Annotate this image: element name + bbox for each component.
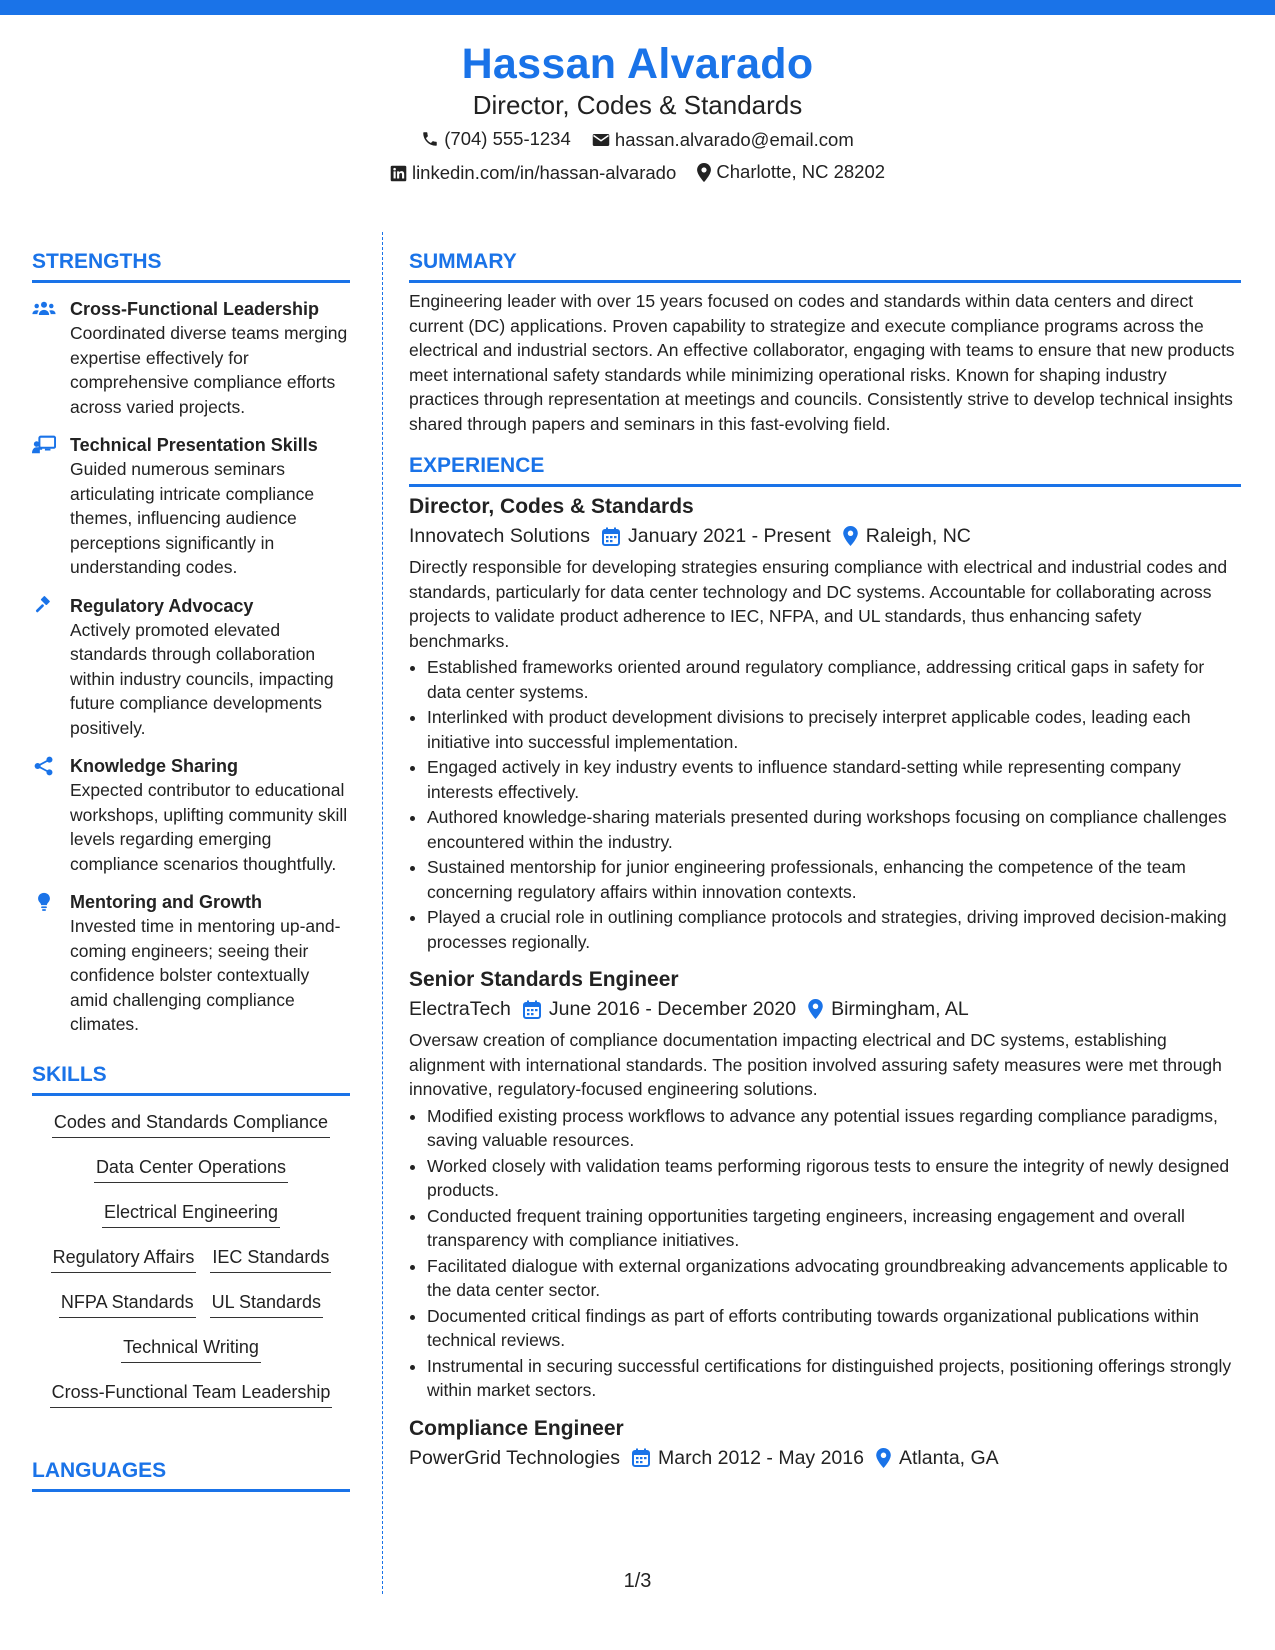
skill-tag: Cross-Functional Team Leadership xyxy=(50,1378,333,1408)
job-entry xyxy=(409,1415,1241,1473)
strength-item xyxy=(32,754,350,876)
experience-heading: EXPERIENCE xyxy=(409,452,1241,487)
strength-name: Regulatory Advocacy xyxy=(70,595,254,616)
bullet-item: • Instrumental in securing successful certifications for distinguished projects, positioning offerings strongly within market sectors. xyxy=(427,1354,1241,1403)
presentation-icon xyxy=(32,435,56,455)
strengths-heading: STRENGTHS xyxy=(32,248,350,283)
bullet-item: • Sustained mentorship for junior engineering professionals, enhancing the competence of the team concerning regulatory affairs within innovation contexts. xyxy=(427,855,1241,904)
company-name: ElectraTech xyxy=(409,998,511,1020)
skill-row xyxy=(32,1333,350,1378)
job-title: Director, Codes & Standards xyxy=(409,495,694,518)
phone-icon xyxy=(421,130,439,148)
candidate-name: Hassan Alvarado xyxy=(461,40,814,88)
company-name: PowerGrid Technologies xyxy=(409,1446,621,1469)
strength-description: Expected contributor to educational workshops, uplifting community skill levels regarding emerging compliance scenarios thoughtfully. xyxy=(70,780,348,874)
job-dates: June 2016 - December 2020 xyxy=(548,998,797,1020)
bullet-item: • Facilitated dialogue with external organizations advocating groundbreaking advancements applicable to the data center sector. xyxy=(427,1254,1241,1303)
phone-contact[interactable] xyxy=(421,124,571,154)
email-text: hassan.alvarado@email.com xyxy=(614,129,854,150)
strength-item xyxy=(32,433,350,580)
job-dates: March 2012 - May 2016 xyxy=(658,1446,864,1469)
strength-description: Guided numerous seminars articulating intricate compliance themes, influencing audience perceptions significantly in understanding codes. xyxy=(70,459,315,577)
users-icon xyxy=(32,299,56,319)
resume-header xyxy=(0,38,1275,191)
map-pin-icon xyxy=(808,999,823,1019)
skill-row xyxy=(32,1378,350,1423)
strength-name: Knowledge Sharing xyxy=(70,756,239,776)
bullet-item: • Conducted frequent training opportunities targeting engineers, increasing engagement and overall transparency with compliance initiatives. xyxy=(427,1204,1241,1253)
envelope-icon xyxy=(592,132,610,148)
job-location: Birmingham, AL xyxy=(831,998,969,1020)
strength-item xyxy=(32,594,350,741)
strength-name: Mentoring and Growth xyxy=(70,892,262,912)
job-meta xyxy=(409,521,1241,551)
location-contact xyxy=(697,157,885,187)
bullet-item: • Authored knowledge-sharing materials presented during workshops focusing on compliance challenges encountered within the industry. xyxy=(427,805,1241,854)
skill-tag: Regulatory Affairs xyxy=(51,1243,197,1273)
job-entry xyxy=(409,493,1241,954)
bullet-item: • Engaged actively in key industry events to influence standard-setting while representing company interests effectively. xyxy=(427,755,1241,804)
right-column xyxy=(409,248,1241,1477)
job-bullets xyxy=(409,1104,1241,1403)
skill-tag: Data Center Operations xyxy=(94,1153,288,1183)
job-dates: January 2021 - Present xyxy=(628,525,831,547)
strength-name: Technical Presentation Skills xyxy=(70,435,318,455)
bullet-item: • Played a crucial role in outlining compliance protocols and strategies, driving improved decision-making processes regionally. xyxy=(427,905,1241,954)
email-contact[interactable] xyxy=(592,125,854,155)
strength-item xyxy=(32,890,350,1037)
job-title: Compliance Engineer xyxy=(409,1416,624,1440)
strength-description: Invested time in mentoring up-and-coming engineers; seeing their confidence bolster contextually amid challenging compliance climates. xyxy=(70,916,341,1034)
job-meta xyxy=(409,994,1241,1024)
linkedin-icon xyxy=(390,165,407,182)
lightbulb-icon xyxy=(32,892,56,912)
contact-row-1 xyxy=(0,124,1275,157)
strength-description: Actively promoted elevated standards through collaboration within industry councils, impacting future compliance developments positively. xyxy=(70,619,334,738)
skill-tag: IEC Standards xyxy=(210,1243,331,1273)
skill-tag: NFPA Standards xyxy=(59,1288,196,1318)
bullet-item: • Worked closely with validation teams performing rigorous tests to ensure the integrity of newly designed products. xyxy=(427,1154,1241,1203)
linkedin-contact[interactable] xyxy=(390,158,676,188)
summary-text: Engineering leader with over 15 years focused on codes and standards within data centers and direct current (DC) applications. Proven capability to strategize and execute compliance programs across the electrical and industrial sectors. An effective collaborator, engaging with teams to ensure that new products meet international safety standards while minimizing operational risks. Known for shaping industry practices through representation at meetings and councils. Consistently strive to develop technical insights shared through papers and seminars in this fast-evolving field. xyxy=(409,291,1235,434)
job-description: Directly responsible for developing strategies ensuring compliance with electrical and industrial codes and standards, particularly for data center technology and DC systems. Accountable for collaborating across projects to validate product adherence to IEC, NFPA, and UL standards, thus enhancing safety benchmarks. xyxy=(409,557,1228,651)
left-column xyxy=(32,248,350,1492)
map-pin-icon xyxy=(843,526,858,546)
bullet-item: • Established frameworks oriented around regulatory compliance, addressing critical gaps in safety for data center systems. xyxy=(427,655,1241,704)
bullet-item: • Documented critical findings as part of efforts contributing towards organizational publications within technical reviews. xyxy=(427,1304,1241,1353)
contact-row-2 xyxy=(0,157,1275,191)
column-divider xyxy=(382,232,383,1594)
calendar-icon xyxy=(602,527,620,546)
job-description: Oversaw creation of compliance documentation impacting electrical and DC systems, establishing alignment with international standards. The position involved assuring safety measures were met through innovative, regulatory-focused engineering solutions. xyxy=(409,1030,1222,1099)
skill-row xyxy=(32,1288,350,1333)
gavel-icon xyxy=(32,596,56,616)
skill-row xyxy=(32,1243,350,1288)
strength-item xyxy=(32,297,350,419)
candidate-title: Director, Codes & Standards xyxy=(472,90,803,120)
strength-description: Coordinated diverse teams merging expertise effectively for comprehensive compliance efforts across varied projects. xyxy=(70,323,348,417)
linkedin-text: linkedin.com/in/hassan-alvarado xyxy=(411,162,677,183)
skills-heading: SKILLS xyxy=(32,1061,350,1096)
map-pin-icon xyxy=(876,1448,891,1468)
job-entry xyxy=(409,966,1241,1403)
phone-text: (704) 555-1234 xyxy=(444,128,571,149)
job-location: Atlanta, GA xyxy=(898,1446,999,1469)
skill-row xyxy=(32,1153,350,1198)
calendar-icon xyxy=(632,1448,650,1467)
skill-tag: Technical Writing xyxy=(121,1333,261,1363)
location-text: Charlotte, NC 28202 xyxy=(716,161,886,182)
skill-tag: UL Standards xyxy=(210,1288,323,1318)
page-number: 1/3 xyxy=(623,1570,652,1592)
share-icon xyxy=(32,756,56,776)
job-bullets xyxy=(409,655,1241,954)
strength-name: Cross-Functional Leadership xyxy=(70,299,320,319)
skill-tag: Codes and Standards Compliance xyxy=(52,1108,330,1138)
skill-row xyxy=(32,1108,350,1153)
bullet-item: • Interlinked with product development divisions to precisely interpret applicable codes, leading each initiative into successful implementation. xyxy=(427,705,1241,754)
bullet-item: • Modified existing process workflows to advance any potential issues regarding compliance paradigms, saving valuable resources. xyxy=(427,1104,1241,1153)
skill-tag: Electrical Engineering xyxy=(102,1198,280,1228)
skills-list xyxy=(32,1108,350,1423)
job-location: Raleigh, NC xyxy=(865,525,971,547)
languages-heading: LANGUAGES xyxy=(32,1457,350,1492)
top-accent-bar xyxy=(0,0,1275,15)
skill-row xyxy=(32,1198,350,1243)
job-meta xyxy=(409,1443,1241,1473)
calendar-icon xyxy=(523,1000,541,1019)
map-pin-icon xyxy=(697,163,711,182)
summary-heading: SUMMARY xyxy=(409,248,1241,283)
job-title: Senior Standards Engineer xyxy=(409,968,679,991)
company-name: Innovatech Solutions xyxy=(409,525,591,547)
